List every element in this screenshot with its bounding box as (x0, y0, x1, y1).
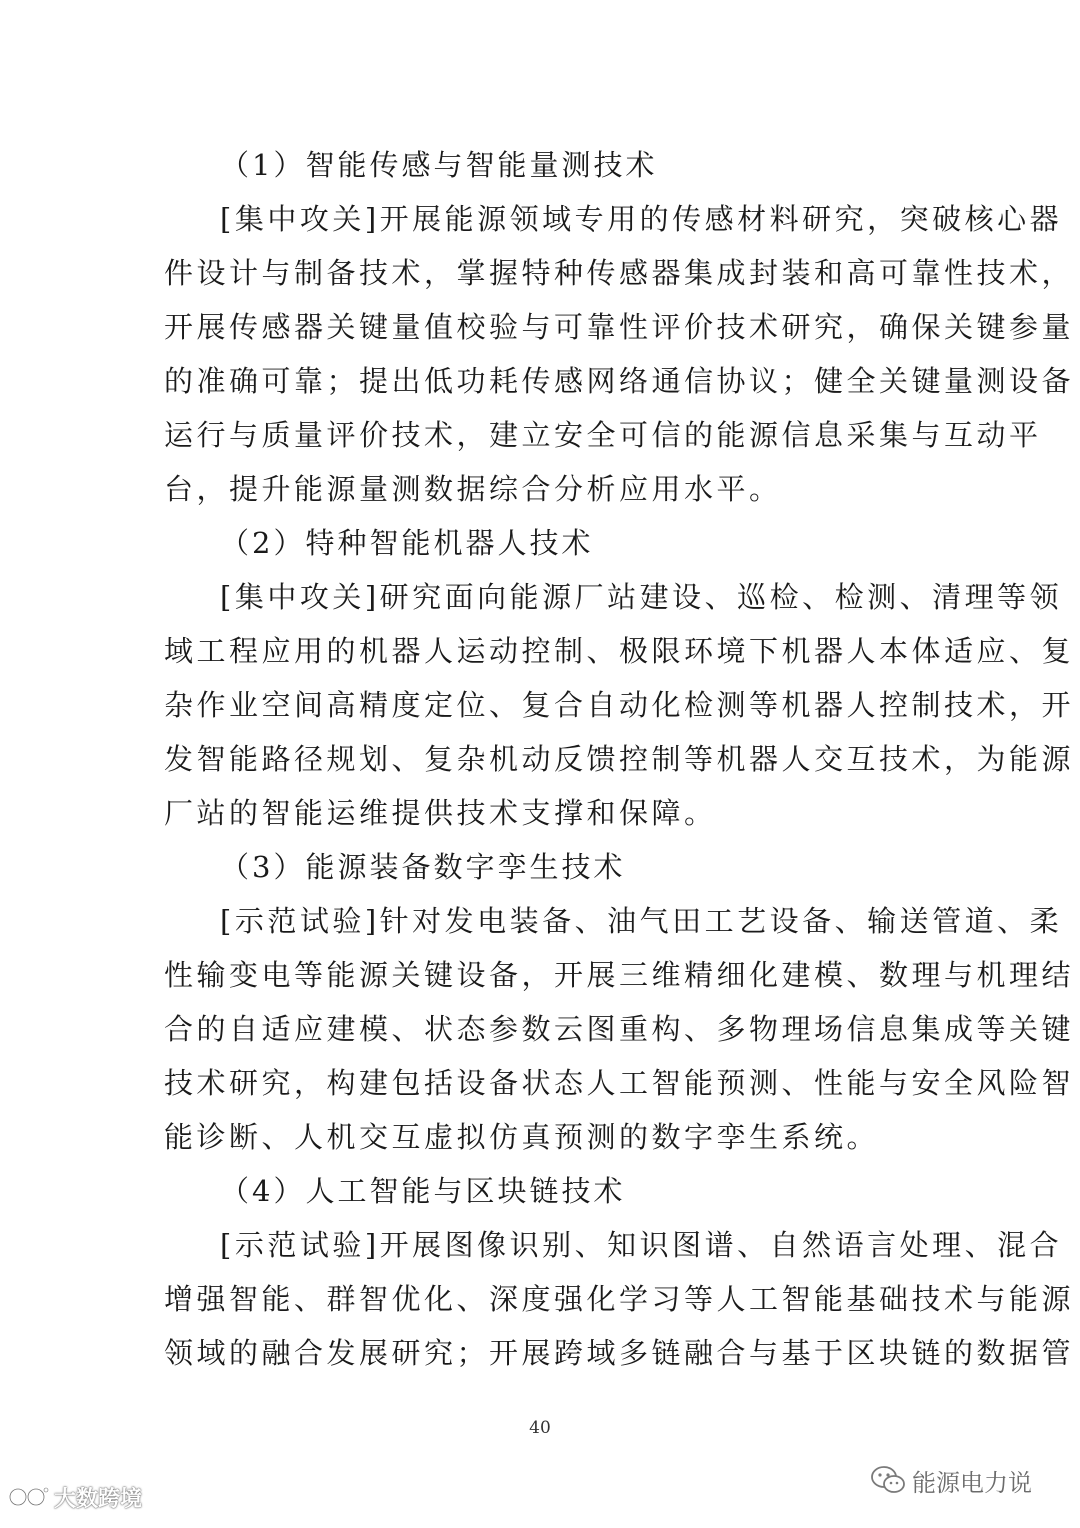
text-line: 杂作业空间高精度定位、复合自动化检测等机器人控制技术，开 (164, 688, 1075, 722)
page-number: 40 (529, 1418, 551, 1438)
text-line: 性输变电等能源关键设备，开展三维精细化建模、数理与机理结 (164, 958, 1075, 992)
text-line: [示范试验]开展图像识别、知识图谱、自然语言处理、混合 (220, 1228, 1063, 1262)
text-line: 台，提升能源量测数据综合分析应用水平。 (164, 472, 782, 506)
section-3-heading: （3）能源装备数字孪生技术 (220, 850, 626, 884)
text-line: 开展传感器关键量值校验与可靠性评价技术研究，确保关键参量 (164, 310, 1075, 344)
text-line: 发智能路径规划、复杂机动反馈控制等机器人交互技术，为能源 (164, 742, 1075, 776)
wechat-icon (870, 1465, 906, 1495)
text-line: 技术研究，构建包括设备状态人工智能预测、性能与安全风险智 (164, 1066, 1075, 1100)
watermark-left-text: 大数跨境 (54, 1486, 143, 1512)
text-line: 的准确可靠；提出低功耗传感网络通信协议；健全关键量测设备 (164, 364, 1075, 398)
text-line: [集中攻关]开展能源领域专用的传感材料研究，突破核心器 (220, 202, 1063, 236)
watermark-right-text: 能源电力说 (912, 1468, 1032, 1497)
watermark-logo-icon (8, 1486, 50, 1508)
text-line: 厂站的智能运维提供技术支撑和保障。 (164, 796, 717, 830)
watermark-left (8, 1482, 142, 1512)
text-line: 增强智能、群智优化、深度强化学习等人工智能基础技术与能源 (164, 1282, 1075, 1316)
text-line: 领域的融合发展研究；开展跨域多链融合与基于区块链的数据管 (164, 1336, 1075, 1370)
section-4-heading: （4）人工智能与区块链技术 (220, 1174, 626, 1208)
text-line: [集中攻关]研究面向能源厂站建设、巡检、检测、清理等领 (220, 580, 1063, 614)
text-line: [示范试验]针对发电装备、油气田工艺设备、输送管道、柔 (220, 904, 1063, 938)
text-line: 运行与质量评价技术，建立安全可信的能源信息采集与互动平 (164, 418, 1042, 452)
text-line: 域工程应用的机器人运动控制、极限环境下机器人本体适应、复 (164, 634, 1075, 668)
text-line: 件设计与制备技术，掌握特种传感器集成封装和高可靠性技术， (164, 256, 1075, 290)
section-2-heading: （2）特种智能机器人技术 (220, 526, 594, 560)
watermark-right (870, 1462, 1032, 1498)
section-1-heading: （1）智能传感与智能量测技术 (220, 148, 658, 182)
text-line: 合的自适应建模、状态参数云图重构、多物理场信息集成等关键 (164, 1012, 1075, 1046)
text-line: 能诊断、人机交互虚拟仿真预测的数字孪生系统。 (164, 1120, 880, 1154)
